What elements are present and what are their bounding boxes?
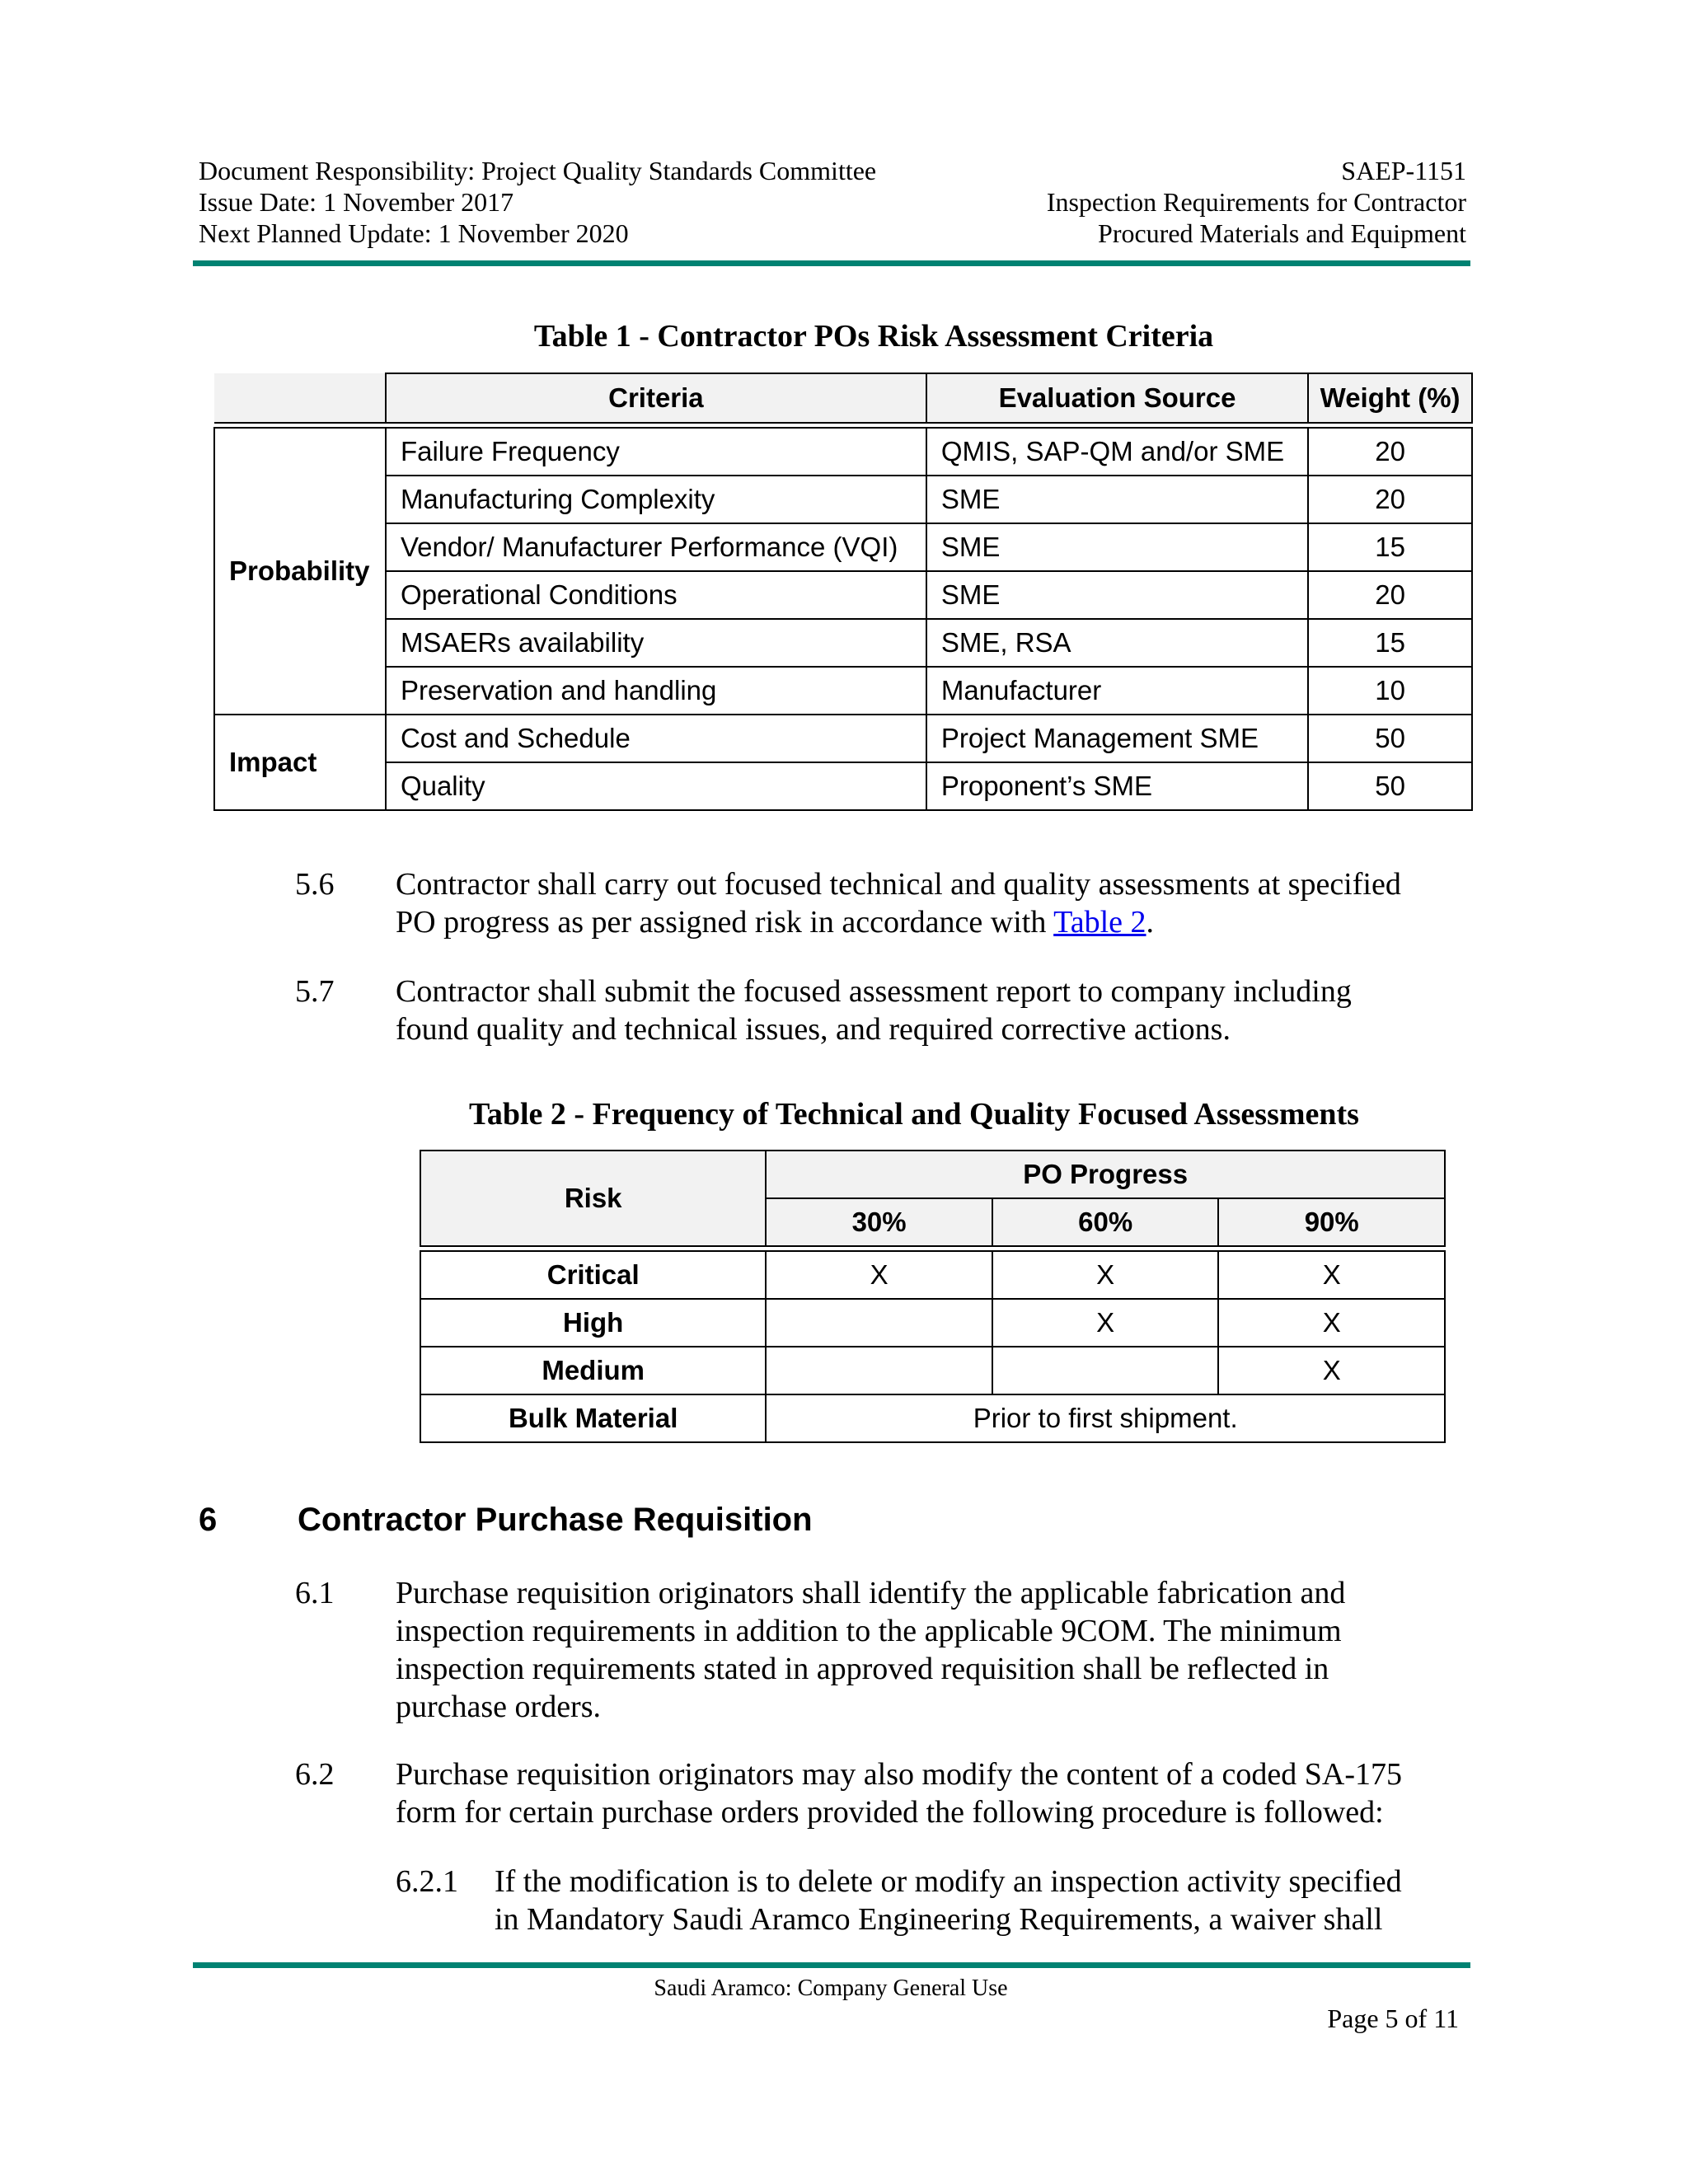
para-number: 5.7 xyxy=(295,974,335,1009)
mark-cell: X xyxy=(992,1299,1219,1347)
mark-cell: X xyxy=(1218,1251,1445,1299)
header-left xyxy=(199,155,876,249)
para-line: Purchase requisition originators shall identify the applicable fabrication and xyxy=(396,1576,1346,1610)
table-row xyxy=(214,619,1472,667)
criteria-cell: MSAERs availability xyxy=(386,619,926,667)
source-cell: SME xyxy=(926,476,1308,523)
source-cell: Proponent’s SME xyxy=(926,762,1308,810)
para-line: in Mandatory Saudi Aramco Engineering Requirements, a waiver shall xyxy=(495,1902,1383,1937)
issue-date: Issue Date: 1 November 2017 xyxy=(199,187,514,217)
doc-responsibility: Document Responsibility: Project Quality Standards Committee xyxy=(199,156,877,185)
doc-number: SAEP-1151 xyxy=(1341,156,1466,185)
risk-cell: Medium xyxy=(420,1347,766,1394)
table-header-row xyxy=(214,373,1472,423)
assessment-frequency-table xyxy=(420,1150,1446,1443)
criteria-cell: Manufacturing Complexity xyxy=(386,476,926,523)
source-cell: SME xyxy=(926,571,1308,619)
mark-cell: X xyxy=(766,1251,992,1299)
risk-header: Risk xyxy=(420,1151,766,1246)
weight-cell: 20 xyxy=(1308,571,1472,619)
blank-header-cell xyxy=(214,373,386,423)
section-title: Contractor Purchase Requisition xyxy=(298,1502,813,1538)
group-impact: Impact xyxy=(214,715,386,810)
weight-cell: 10 xyxy=(1308,667,1472,715)
para-line: found quality and technical issues, and required corrective actions. xyxy=(396,1012,1231,1047)
doc-title-line2: Procured Materials and Equipment xyxy=(1098,218,1466,248)
para-number: 5.6 xyxy=(295,867,335,902)
para-line: purchase orders. xyxy=(396,1690,602,1724)
para-line: Purchase requisition originators may also modify the content of a coded SA-175 xyxy=(396,1757,1403,1792)
para-line: Contractor shall carry out focused technical and quality assessments at specified xyxy=(396,867,1401,902)
table1-caption: Table 1 - Contractor POs Risk Assessment Criteria xyxy=(533,319,1214,354)
table2-caption: Table 2 - Frequency of Technical and Quality Focused Assessments xyxy=(469,1097,1359,1132)
source-cell: SME xyxy=(926,523,1308,571)
source-cell: QMIS, SAP-QM and/or SME xyxy=(926,428,1308,476)
para-line: If the modification is to delete or modify an inspection activity specified xyxy=(495,1864,1402,1899)
progress-90-header: 90% xyxy=(1218,1198,1445,1246)
source-cell: Manufacturer xyxy=(926,667,1308,715)
section-number: 6 xyxy=(199,1502,218,1538)
page-number: Page 5 of 11 xyxy=(1327,2004,1459,2033)
para-line: inspection requirements in addition to the applicable 9COM. The minimum xyxy=(396,1614,1342,1648)
criteria-cell: Cost and Schedule xyxy=(386,715,926,762)
weight-cell: 20 xyxy=(1308,476,1472,523)
criteria-cell: Preservation and handling xyxy=(386,667,926,715)
mark-cell: X xyxy=(1218,1299,1445,1347)
source-cell: SME, RSA xyxy=(926,619,1308,667)
criteria-cell: Quality xyxy=(386,762,926,810)
next-update: Next Planned Update: 1 November 2020 xyxy=(199,218,629,248)
mark-cell: X xyxy=(992,1251,1219,1299)
mark-cell xyxy=(992,1347,1219,1394)
weight-cell: 20 xyxy=(1308,428,1472,476)
para-number: 6.2.1 xyxy=(396,1864,458,1899)
risk-criteria-table xyxy=(213,373,1473,811)
group-probability: Probability xyxy=(214,428,386,715)
table-row xyxy=(214,428,1472,476)
para-number: 6.2 xyxy=(295,1757,335,1792)
table-row xyxy=(214,476,1472,523)
progress-60-header: 60% xyxy=(992,1198,1219,1246)
table-row xyxy=(420,1299,1445,1347)
source-header: Evaluation Source xyxy=(926,373,1308,423)
risk-cell: Bulk Material xyxy=(420,1394,766,1442)
mark-cell xyxy=(766,1347,992,1394)
table-row xyxy=(214,715,1472,762)
header-right xyxy=(1047,155,1466,249)
weight-cell: 15 xyxy=(1308,619,1472,667)
progress-30-header: 30% xyxy=(766,1198,992,1246)
para-line: form for certain purchase orders provided the following procedure is followed: xyxy=(396,1795,1384,1830)
source-cell: Project Management SME xyxy=(926,715,1308,762)
criteria-cell: Failure Frequency xyxy=(386,428,926,476)
weight-cell: 15 xyxy=(1308,523,1472,571)
weight-cell: 50 xyxy=(1308,715,1472,762)
table-row xyxy=(214,667,1472,715)
criteria-cell: Vendor/ Manufacturer Performance (VQI) xyxy=(386,523,926,571)
table-row xyxy=(420,1347,1445,1394)
risk-cell: High xyxy=(420,1299,766,1347)
para-number: 6.1 xyxy=(295,1576,335,1610)
risk-cell: Critical xyxy=(420,1251,766,1299)
table-row xyxy=(214,762,1472,810)
criteria-cell: Operational Conditions xyxy=(386,571,926,619)
table-row xyxy=(420,1251,1445,1299)
table-row xyxy=(214,571,1472,619)
table-row xyxy=(420,1394,1445,1442)
table2-link[interactable]: Table 2 xyxy=(1053,905,1146,940)
criteria-header: Criteria xyxy=(386,373,926,423)
footer-classification: Saudi Aramco: Company General Use xyxy=(654,1975,1008,2001)
para-line: PO progress as per assigned risk in accordance with Table 2. xyxy=(396,905,1155,940)
table-row xyxy=(214,523,1472,571)
table-header-row xyxy=(420,1151,1445,1198)
weight-header: Weight (%) xyxy=(1308,373,1472,423)
bulk-note-cell: Prior to first shipment. xyxy=(766,1394,1445,1442)
para-line: inspection requirements stated in approved requisition shall be reflected in xyxy=(396,1652,1329,1686)
po-progress-header: PO Progress xyxy=(766,1151,1445,1198)
mark-cell xyxy=(766,1299,992,1347)
footer-rule xyxy=(193,1962,1470,1968)
doc-title-line1: Inspection Requirements for Contractor xyxy=(1046,187,1466,217)
mark-cell: X xyxy=(1218,1347,1445,1394)
header-rule xyxy=(193,260,1470,266)
weight-cell: 50 xyxy=(1308,762,1472,810)
para-line: Contractor shall submit the focused assessment report to company including xyxy=(396,974,1352,1009)
